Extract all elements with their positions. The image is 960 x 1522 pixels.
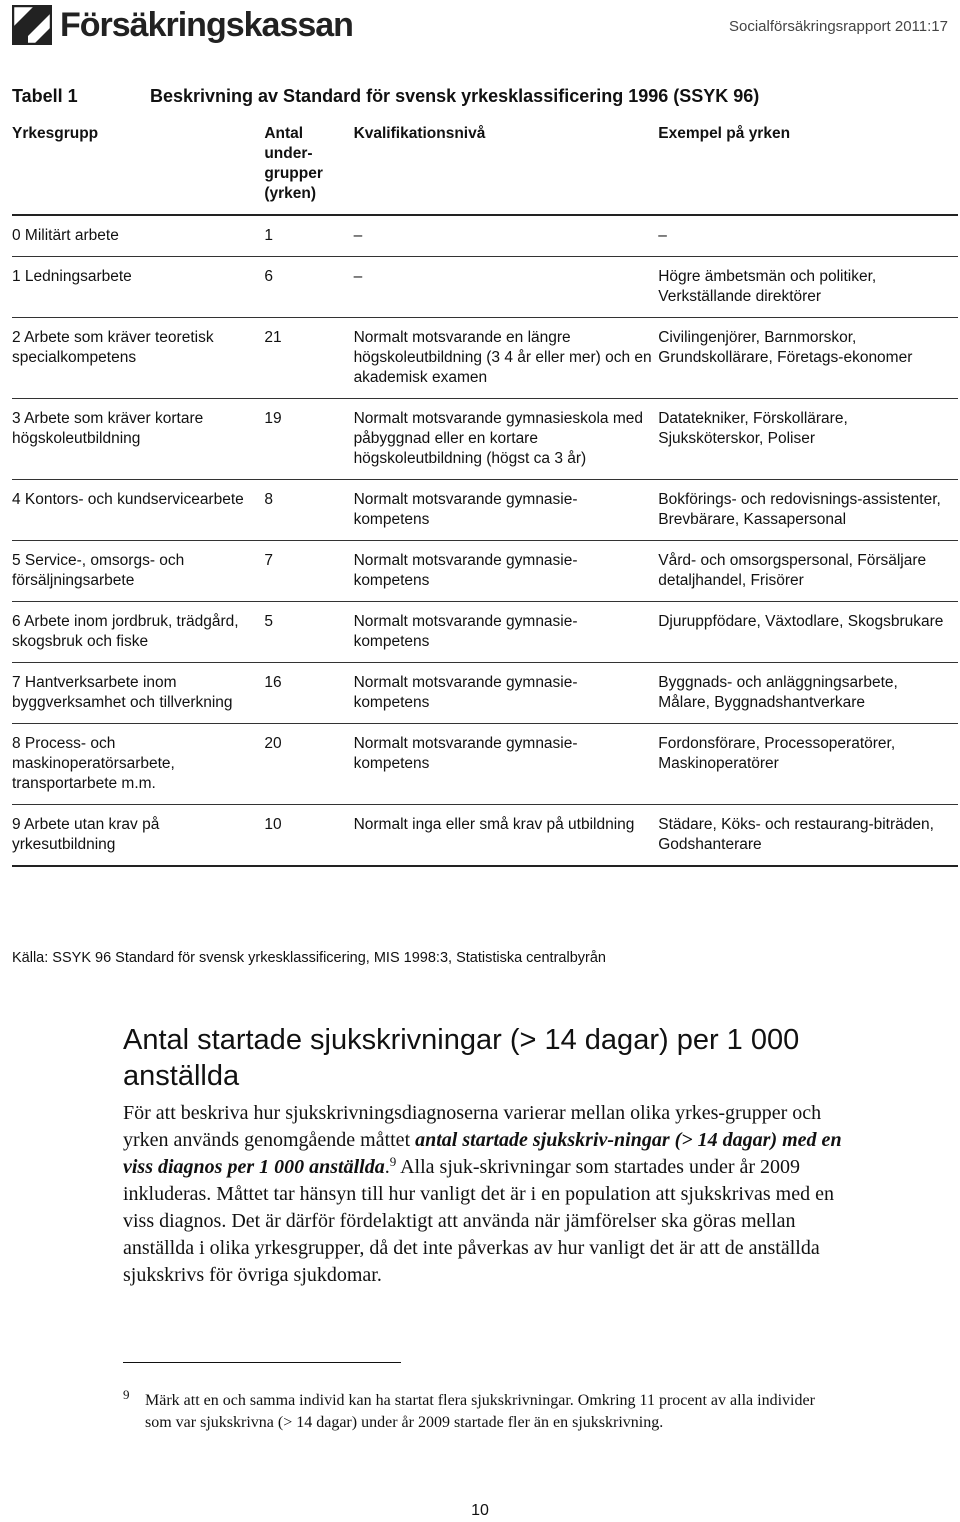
col-header-count: Antal under-grupper (yrken)	[264, 125, 323, 202]
cell-group: 7 Hantverksarbete inom byggverksamhet och tillverkning	[12, 674, 233, 711]
table-row	[12, 318, 958, 399]
footnote-ref[interactable]: 9	[389, 1154, 397, 1169]
table-row	[12, 541, 958, 602]
cell-group: 6 Arbete inom jordbruk, trädgård, skogsbruk och fiske	[12, 613, 239, 650]
cell-count: 7	[264, 552, 273, 569]
cell-level: –	[353, 268, 363, 285]
cell-group: 4 Kontors- och kundservicearbete	[12, 491, 244, 508]
cell-group: 9 Arbete utan krav på yrkesutbildning	[12, 816, 160, 853]
cell-group: 8 Process- och maskinoperatörsarbete, transportarbete m.m.	[12, 735, 175, 792]
cell-count: 20	[264, 735, 282, 752]
cell-count: 1	[264, 227, 273, 244]
body-paragraph: För att beskriva hur sjukskrivningsdiagnoserna varierar mellan olika yrkes-grupper och yrken används genomgående måttet antal startade sjukskriv-ningar (> 14 dagar) med en viss diagnos per 1 000 anställda.$^9$ Alla sjuk-skrivningar som startades under år 2009 inkluderas. Måttet tar hänsyn till hur vanligt det är i en population att sjukskrivas med en viss diagnos. Det är därför fördelaktigt att använda när jämförelser ska göras mellan anställda i olika yrkesgrupper, då det inte påverkas av hur vanligt det är att de anställda sjukskrivs för övriga sjukdomar.	[123, 1102, 842, 1286]
col-header-group: Yrkesgrupp	[12, 125, 99, 142]
cell-examples: –	[658, 227, 667, 244]
occupation-table	[12, 116, 958, 867]
cell-count: 8	[264, 491, 273, 508]
cell-group: 0 Militärt arbete	[12, 227, 119, 244]
table-row	[12, 724, 958, 805]
section-heading: Antal startade sjukskrivningar (> 14 dagar) per 1 000 anställda	[123, 1024, 800, 1092]
cell-level: Normalt motsvarande gymnasie-kompetens	[353, 674, 578, 711]
table-row	[12, 257, 958, 318]
report-label: Socialförsäkringsrapport 2011:17	[728, 18, 948, 35]
footnote-divider	[123, 1362, 401, 1363]
col-header-examples: Exempel på yrken	[658, 125, 791, 142]
cell-examples: Civilingenjörer, Barnmorskor, Grundskollärare, Företags-ekonomer	[658, 329, 913, 366]
table-row	[12, 602, 958, 663]
cell-count: 5	[264, 613, 273, 630]
table-row	[12, 399, 958, 480]
cell-group: 1 Ledningsarbete	[12, 268, 132, 285]
cell-count: 10	[264, 816, 282, 833]
cell-count: 16	[264, 674, 282, 691]
cell-examples: Fordonsförare, Processoperatörer, Maskinoperatörer	[658, 735, 896, 772]
table-body	[12, 215, 958, 866]
cell-examples: Städare, Köks- och restaurang-biträden, Godshanterare	[658, 816, 934, 853]
cell-level: –	[353, 227, 363, 244]
table-header-row	[12, 116, 958, 215]
footnote	[123, 1387, 843, 1434]
footnote-text: Märk att en och samma individ kan ha startat flera sjukskrivningar. Omkring 11 procent av alla individer som var sjukskrivna (> 14 dagar) under år 2009 startade fler än en sjukskrivning.	[145, 1392, 815, 1431]
table-row	[12, 805, 958, 867]
cell-examples: Bokförings- och redovisnings-assistenter, Brevbärare, Kassapersonal	[658, 491, 941, 528]
brand-emblem-icon	[12, 5, 52, 45]
cell-examples: Djuruppfödare, Växtodlare, Skogsbrukare	[658, 613, 944, 630]
cell-examples: Datatekniker, Förskollärare, Sjuksköterskor, Poliser	[658, 410, 848, 447]
table-number: Tabell 1	[12, 86, 78, 106]
table-title	[12, 86, 759, 107]
cell-count: 19	[264, 410, 282, 427]
cell-level: Normalt motsvarande en längre högskoleutbildning (3 4 år eller mer) och en akademisk examen	[353, 329, 652, 386]
cell-count: 6	[264, 268, 273, 285]
brand-logo	[12, 4, 353, 46]
table-row	[12, 215, 958, 257]
page-header	[0, 0, 960, 60]
footnote-number: 9	[123, 1387, 130, 1402]
cell-examples: Högre ämbetsmän och politiker, Verkställande direktörer	[658, 268, 877, 305]
brand-name: Försäkringskassan	[60, 5, 353, 44]
cell-group: 2 Arbete som kräver teoretisk specialkompetens	[12, 329, 214, 366]
table-row	[12, 663, 958, 724]
cell-group: 5 Service-, omsorgs- och försäljningsarbete	[12, 552, 185, 589]
table-caption: Beskrivning av Standard för svensk yrkesklassificering 1996 (SSYK 96)	[150, 86, 760, 106]
cell-level: Normalt motsvarande gymnasie-kompetens	[353, 552, 578, 589]
col-header-level: Kvalifikationsnivå	[353, 125, 486, 142]
cell-level: Normalt inga eller små krav på utbildning	[353, 816, 635, 833]
cell-count: 21	[264, 329, 282, 346]
table-source: Källa: SSYK 96 Standard för svensk yrkesklassificering, MIS 1998:3, Statistiska centralbyrån	[12, 950, 606, 966]
table-row	[12, 480, 958, 541]
cell-examples: Vård- och omsorgspersonal, Försäljare detaljhandel, Frisörer	[658, 552, 927, 589]
measure-emphasis: antal startade sjukskriv-ningar (> 14 dagar) med en viss diagnos per 1 000 anställda	[123, 1129, 842, 1178]
page-number: 10	[471, 1502, 489, 1519]
cell-level: Normalt motsvarande gymnasie-kompetens	[353, 735, 578, 772]
cell-level: Normalt motsvarande gymnasieskola med påbyggnad eller en kortare högskoleutbildning (högst ca 3 år)	[353, 410, 644, 467]
cell-level: Normalt motsvarande gymnasie-kompetens	[353, 491, 578, 528]
cell-examples: Byggnads- och anläggningsarbete, Målare, Byggnadshantverkare	[658, 674, 898, 711]
cell-level: Normalt motsvarande gymnasie-kompetens	[353, 613, 578, 650]
cell-group: 3 Arbete som kräver kortare högskoleutbildning	[12, 410, 204, 447]
